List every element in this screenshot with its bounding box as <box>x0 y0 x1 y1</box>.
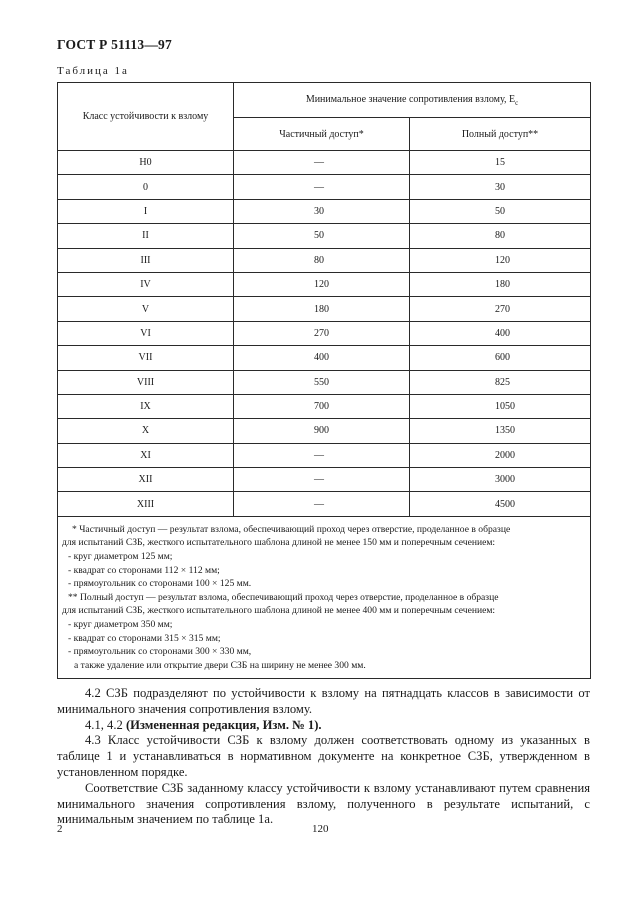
table-caption: Таблица 1а <box>57 65 129 77</box>
cell-full: 600 <box>410 346 591 370</box>
amendment-prefix: 4.1, 4.2 <box>85 717 126 732</box>
note-full-access: ** Полный доступ — результат взлома, обеспечивающий проход через отверстие, проделанное в образце <box>68 591 499 603</box>
cell-class: VIII <box>58 370 234 394</box>
cell-full: 3000 <box>410 468 591 492</box>
table-row <box>58 419 591 443</box>
cell-class: 0 <box>58 175 234 199</box>
cell-full: 270 <box>410 297 591 321</box>
cell-partial: 80 <box>234 248 410 272</box>
note-list-item: - прямоугольник со сторонами 300 × 330 мм, <box>68 646 252 658</box>
cell-class: IV <box>58 272 234 296</box>
note-list-item: - круг диаметром 125 мм; <box>68 551 173 563</box>
table-row <box>58 151 591 175</box>
cell-partial: 30 <box>234 199 410 223</box>
page-number-center: 120 <box>312 823 329 835</box>
cell-class: XII <box>58 468 234 492</box>
paragraph-amendment <box>57 718 590 734</box>
note-list-item: - прямоугольник со сторонами 100 × 125 мм. <box>68 578 252 590</box>
note-line: а также удаление или открытие двери СЗБ на ширину не менее 300 мм. <box>74 659 366 671</box>
table-row <box>58 492 591 516</box>
cell-class: X <box>58 419 234 443</box>
cell-partial: — <box>234 492 410 516</box>
cell-class: VII <box>58 346 234 370</box>
header-full-access: Полный доступ** <box>410 118 591 151</box>
cell-class: III <box>58 248 234 272</box>
header-min-resistance <box>234 83 591 118</box>
paragraph-4-2: 4.2 СЗБ подразделяют по устойчивости к взлому на пятнадцать классов в зависимости от минимального значения сопротивления взлому. <box>57 686 590 716</box>
table-row <box>58 468 591 492</box>
table-row <box>58 175 591 199</box>
cell-full: 4500 <box>410 492 591 516</box>
cell-full: 120 <box>410 248 591 272</box>
cell-class: II <box>58 224 234 248</box>
cell-full: 825 <box>410 370 591 394</box>
table-notes-row <box>58 516 591 679</box>
note-line: для испытаний СЗБ, жесткого испытательного шаблона длиной не менее 150 мм и поперечным сечением: <box>62 537 496 549</box>
cell-full: 30 <box>410 175 591 199</box>
cell-partial: — <box>234 175 410 199</box>
cell-partial: 50 <box>234 224 410 248</box>
table-row <box>58 297 591 321</box>
cell-class: IX <box>58 394 234 418</box>
cell-partial: 180 <box>234 297 410 321</box>
cell-class: XIII <box>58 492 234 516</box>
cell-class: I <box>58 199 234 223</box>
cell-full: 180 <box>410 272 591 296</box>
cell-partial: — <box>234 468 410 492</box>
table-row <box>58 321 591 345</box>
table-row <box>58 370 591 394</box>
cell-class: VI <box>58 321 234 345</box>
table-row <box>58 272 591 296</box>
cell-full: 80 <box>410 224 591 248</box>
amendment-note: (Измененная редакция, Изм. № 1). <box>125 717 322 732</box>
header-partial-access: Частичный доступ* <box>234 118 410 151</box>
cell-partial: 400 <box>234 346 410 370</box>
header-class-column: Класс устойчивости к взлому <box>58 83 234 151</box>
header-min-resistance-text: Минимальное значение сопротивления взлому, E <box>305 93 516 105</box>
cell-class: V <box>58 297 234 321</box>
cell-partial: 550 <box>234 370 410 394</box>
table-row <box>58 443 591 467</box>
paragraph-conformity: Соответствие СЗБ заданному классу устойчивости к взлому устанавливают путем сравнения минимального значения сопротивления взлому, полученного в результате испытаний, с минимальным значением по таблице 1а. <box>57 780 590 827</box>
cell-full: 50 <box>410 199 591 223</box>
cell-full: 400 <box>410 321 591 345</box>
note-list-item: - квадрат со сторонами 112 × 112 мм; <box>68 564 220 576</box>
table-row <box>58 394 591 418</box>
cell-partial: 120 <box>234 272 410 296</box>
cell-full: 1350 <box>410 419 591 443</box>
note-list-item: - круг диаметром 350 мм; <box>68 619 173 631</box>
header-subscript: c <box>515 98 519 107</box>
table-row <box>58 199 591 223</box>
cell-full: 2000 <box>410 443 591 467</box>
cell-class: XI <box>58 443 234 467</box>
table-notes <box>58 516 591 679</box>
cell-full: 15 <box>410 151 591 175</box>
cell-partial: 700 <box>234 394 410 418</box>
cell-full: 1050 <box>410 394 591 418</box>
paragraph-4-3: 4.3 Класс устойчивости СЗБ к взлому должен соответствовать одному из указанных в таблице 1 и устанавливаться в нормативном документе на конкретное СЗБ, утвержденном в установленном порядке. <box>57 733 590 779</box>
table-row <box>58 346 591 370</box>
cell-partial: 900 <box>234 419 410 443</box>
cell-partial: — <box>234 443 410 467</box>
note-list-item: - квадрат со сторонами 315 × 315 мм; <box>68 632 221 644</box>
cell-partial: 270 <box>234 321 410 345</box>
page-number-left: 2 <box>57 823 63 835</box>
note-partial-access: * Частичный доступ — результат взлома, обеспечивающий проход через отверстие, проделанное в образце <box>72 523 511 535</box>
body-text <box>57 686 590 828</box>
cell-class: Н0 <box>58 151 234 175</box>
document-header: ГОСТ Р 51113—97 <box>57 37 172 52</box>
table-row <box>58 224 591 248</box>
table-row <box>58 248 591 272</box>
note-line: для испытаний СЗБ, жесткого испытательного шаблона длиной не менее 400 мм и поперечным сечением: <box>62 605 496 617</box>
cell-partial: — <box>234 151 410 175</box>
resistance-table <box>57 82 591 679</box>
